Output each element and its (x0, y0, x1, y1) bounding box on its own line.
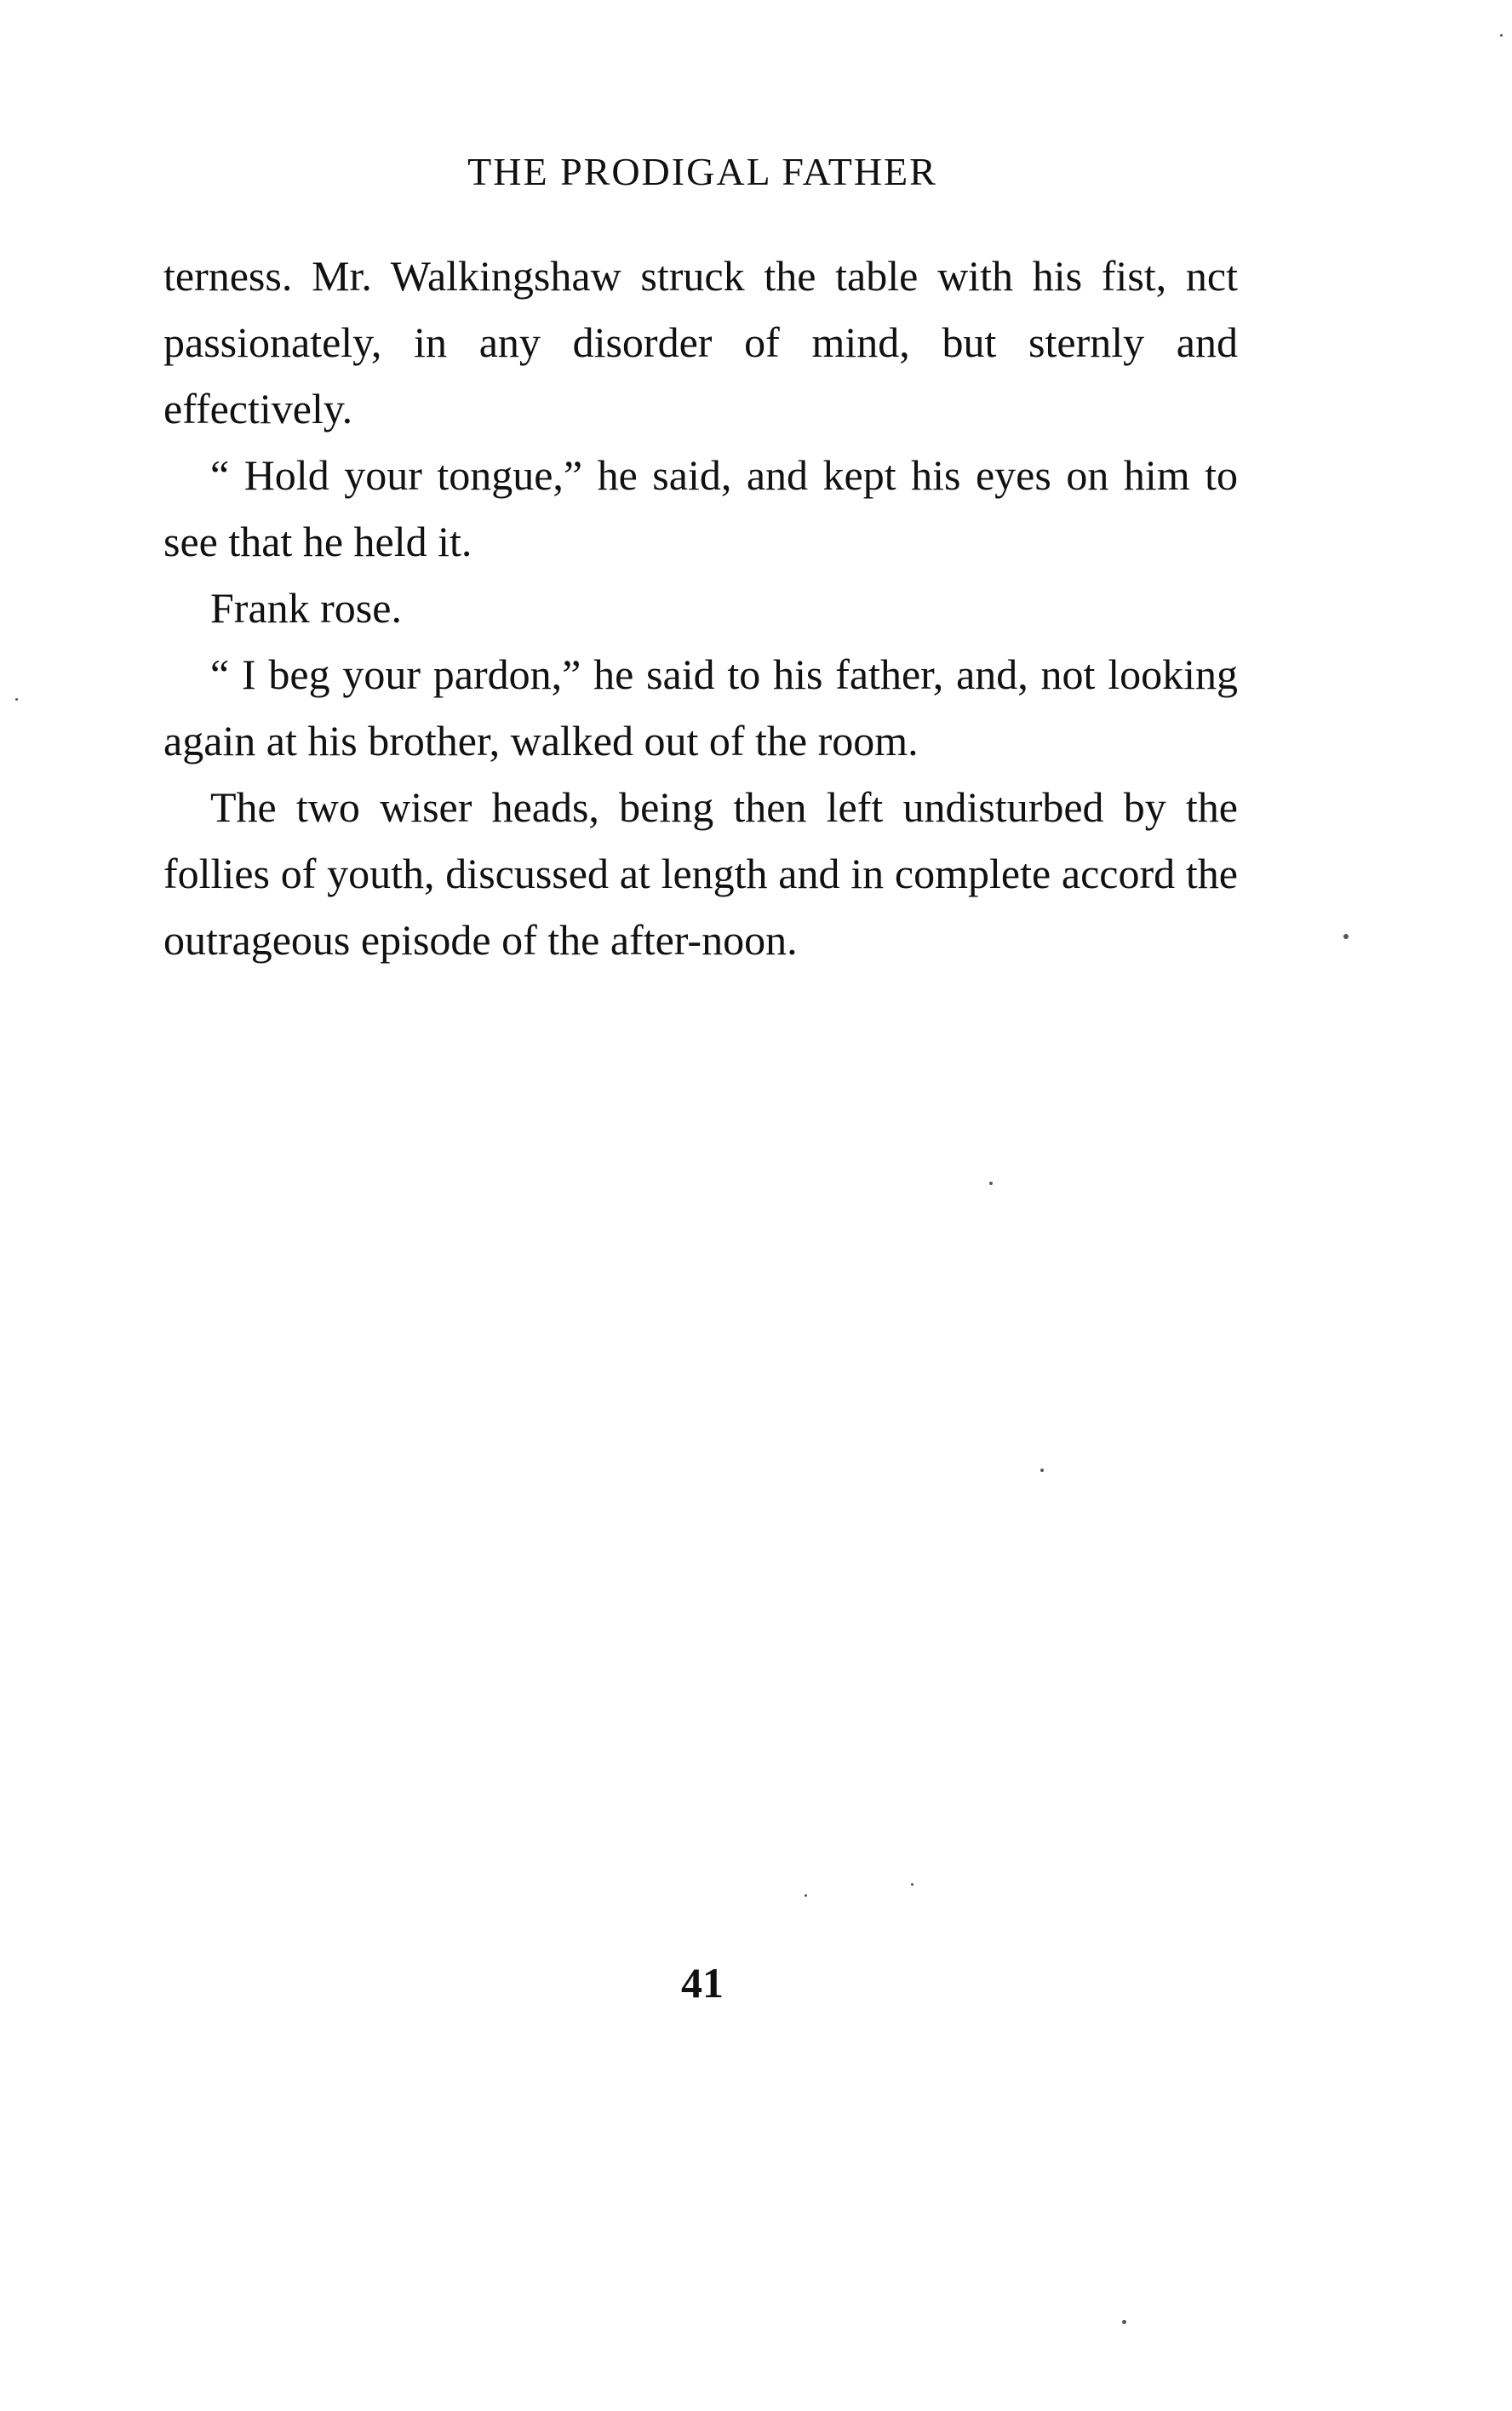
scan-speck (1500, 34, 1503, 37)
paragraph: “ Hold your tongue,” he said, and kept his eyes on him to see that he held it. (163, 451, 1238, 565)
scan-speck (805, 1894, 807, 1897)
body-text (163, 243, 1238, 973)
scan-speck (1343, 934, 1349, 939)
scan-speck (989, 1182, 993, 1185)
paragraph: Frank rose. (210, 584, 402, 632)
paragraph: The two wiser heads, being then left undisturbed by the follies of youth, discussed at length and in complete accord the outrageous episode of the after-noon. (163, 783, 1238, 964)
scan-speck (15, 698, 18, 701)
page-number: 41 (681, 1959, 724, 2007)
running-head: THE PRODIGAL FATHER (467, 150, 937, 193)
paragraph: “ I beg your pardon,” he said to his father, and, not looking again at his brother, walked out of the room. (163, 650, 1238, 765)
scan-speck (911, 1883, 914, 1886)
scan-speck (1122, 2320, 1126, 2324)
scan-speck (1040, 1469, 1044, 1472)
paragraph: terness. Mr. Walkingshaw struck the table with his fist, nct passionately, in any disorder of mind, but sternly and effectively. (163, 252, 1238, 432)
